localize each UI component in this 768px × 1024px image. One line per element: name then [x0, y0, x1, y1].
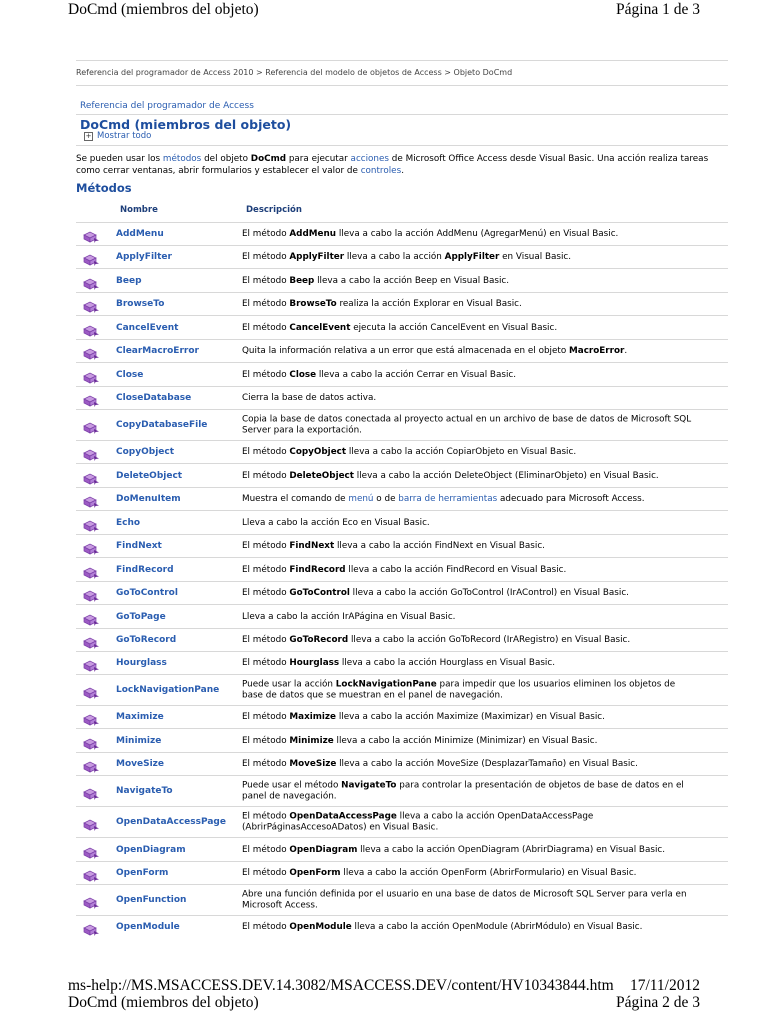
- description-bold: NavigateTo: [341, 780, 397, 791]
- description-text: lleva a cabo la acción Cerrar en Visual Basic.: [316, 369, 517, 380]
- footer-title: DoCmd (miembros del objeto): [68, 994, 259, 1011]
- method-name-link[interactable]: ApplyFilter: [116, 252, 172, 262]
- description-text: .: [624, 345, 628, 356]
- method-name-link[interactable]: OpenDiagram: [116, 844, 186, 855]
- method-row: [76, 315, 728, 339]
- method-name-link[interactable]: NavigateTo: [116, 786, 173, 796]
- method-icon: [83, 493, 100, 505]
- method-description: [242, 588, 698, 599]
- method-icon: [83, 634, 100, 646]
- method-row: [76, 440, 728, 463]
- method-description: [242, 635, 698, 646]
- method-icon: [83, 844, 100, 856]
- description-text: El método: [242, 921, 290, 932]
- description-text: Puede usar el método: [242, 780, 342, 791]
- page-title: DoCmd (miembros del objeto): [80, 117, 292, 132]
- method-description: [242, 564, 698, 575]
- print-header-page: Página 1 de 3: [616, 1, 700, 18]
- description-text: El método: [242, 587, 290, 598]
- method-icon: [83, 816, 100, 828]
- description-text: Lleva a cabo la acción Eco en Visual Basic.: [242, 517, 430, 528]
- table-header: [76, 204, 728, 222]
- description-bold: Hourglass: [289, 657, 340, 668]
- description-text: lleva a cabo la acción FindRecord en Visual Basic.: [345, 564, 567, 575]
- description-text: lleva a cabo la acción OpenDataAccessPage (AbrirPáginasAccesoADatos) en Visual Basic.: [242, 811, 594, 832]
- description-text: lleva a cabo la acción OpenModule (AbrirMódulo) en Visual Basic.: [351, 921, 643, 932]
- method-description: [242, 494, 698, 505]
- method-row: [76, 837, 728, 861]
- method-description: [242, 299, 698, 310]
- description-text: El método: [242, 564, 290, 575]
- description-bold: GoToRecord: [289, 634, 349, 645]
- method-name-link[interactable]: DoMenuItem: [116, 494, 181, 504]
- method-row: [76, 510, 728, 534]
- description-bold: MacroError: [569, 345, 625, 356]
- method-icon: [83, 684, 100, 696]
- description-text: Quita la información relativa a un error que está almacenada en el objeto: [242, 345, 570, 356]
- description-bold: OpenModule: [289, 921, 352, 932]
- method-icon: [83, 419, 100, 431]
- method-name-link[interactable]: Beep: [116, 275, 142, 286]
- method-name-link[interactable]: DeleteObject: [116, 470, 183, 481]
- description-text: lleva a cabo la acción Minimize (Minimizar) en Visual Basic.: [333, 735, 598, 746]
- description-text: lleva a cabo la acción AddMenu (AgregarMenú) en Visual Basic.: [336, 228, 619, 239]
- method-icon: [83, 446, 100, 458]
- method-row: [76, 268, 728, 292]
- methods-table: [76, 222, 728, 938]
- method-row: [76, 728, 728, 752]
- method-name-link[interactable]: Minimize: [116, 735, 162, 746]
- method-icon: [83, 345, 100, 357]
- method-icon: [83, 540, 100, 552]
- show-all-label[interactable]: Mostrar todo: [97, 131, 152, 141]
- description-text: lleva a cabo la acción GoToControl (IrAControl) en Visual Basic.: [349, 587, 629, 598]
- description-text: El método: [242, 844, 290, 855]
- method-description: [242, 680, 698, 701]
- method-name-link[interactable]: Close: [116, 369, 144, 380]
- method-row: [76, 581, 728, 604]
- method-description: [242, 322, 698, 333]
- description-text: lleva a cabo la acción MoveSize (DesplazarTamaño) en Visual Basic.: [336, 758, 638, 769]
- method-name-link[interactable]: CloseDatabase: [116, 393, 192, 403]
- description-bold: CancelEvent: [289, 322, 351, 333]
- metodos-link[interactable]: métodos: [162, 154, 202, 164]
- method-icon: [83, 894, 100, 906]
- method-row: [76, 628, 728, 651]
- method-row: [76, 245, 728, 268]
- method-name-link[interactable]: ClearMacroError: [116, 346, 199, 356]
- section-heading-methods: Métodos: [76, 181, 132, 195]
- description-bold: Beep: [289, 275, 315, 286]
- method-name-link[interactable]: LockNavigationPane: [116, 685, 220, 695]
- description-text: Cierra la base de datos activa.: [242, 392, 377, 403]
- description-text: lleva a cabo la acción FindNext en Visual Basic.: [334, 540, 545, 551]
- description-text: lleva a cabo la acción Hourglass en Visual Basic.: [339, 657, 556, 668]
- description-text: El método: [242, 446, 290, 457]
- method-name-link[interactable]: CopyDatabaseFile: [116, 420, 208, 430]
- description-text: lleva a cabo la acción Maximize (Maximizar) en Visual Basic.: [336, 711, 605, 722]
- description-bold: Minimize: [289, 735, 334, 746]
- method-name-link[interactable]: MoveSize: [116, 759, 165, 769]
- method-icon: [83, 322, 100, 334]
- method-row: [76, 339, 728, 362]
- description-text: lleva a cabo la acción CopiarObjeto en Visual Basic.: [346, 446, 577, 457]
- print-header: [68, 0, 700, 22]
- method-name-link[interactable]: GoToRecord: [116, 635, 177, 645]
- description-bold: AddMenu: [289, 228, 337, 239]
- method-row: [76, 463, 728, 487]
- method-row: [76, 861, 728, 884]
- column-header-description: Descripción: [246, 205, 302, 215]
- description-text: Abre una función definida por el usuario en una base de datos de Microsoft SQL Server para verla en Microsoft Access.: [242, 889, 687, 910]
- method-description: [242, 712, 698, 723]
- intro-text: de Microsoft Office Access desde Visual Basic. Una acción realiza tareas como cerrar ventanas, abrir formularios y establecer el valor de: [76, 154, 709, 176]
- description-text: El método: [242, 758, 290, 769]
- method-name-link[interactable]: FindRecord: [116, 564, 174, 575]
- method-row: [76, 915, 728, 938]
- controles-link[interactable]: controles: [360, 166, 402, 176]
- description-bold: ApplyFilter: [289, 251, 345, 262]
- method-row: [76, 409, 728, 440]
- description-bold: BrowseTo: [289, 298, 337, 309]
- description-text: Muestra el comando de: [242, 493, 349, 504]
- description-bold: CopyObject: [289, 446, 347, 457]
- method-description: [242, 844, 698, 855]
- method-icon: [83, 921, 100, 933]
- breadcrumb-text[interactable]: Referencia del programador de Access 2010 > Referencia del modelo de objetos de Access > Objeto DoCmd: [76, 68, 513, 77]
- description-text: ejecuta la acción CancelEvent en Visual Basic.: [350, 322, 558, 333]
- method-description: [242, 735, 698, 746]
- method-description: [242, 369, 698, 380]
- method-row: [76, 775, 728, 806]
- method-name-link[interactable]: Hourglass: [116, 658, 167, 668]
- method-row: [76, 705, 728, 728]
- method-description: [242, 812, 698, 833]
- description-text: Copia la base de datos conectada al proyecto actual en un archivo de base de datos de Microsoft SQL Server para la exportación.: [242, 414, 692, 435]
- description-text: Lleva a cabo la acción IrAPágina en Visual Basic.: [242, 611, 456, 622]
- method-name-link[interactable]: Maximize: [116, 712, 164, 722]
- column-header-name: Nombre: [120, 205, 158, 215]
- description-bold: Close: [289, 369, 317, 380]
- description-text: El método: [242, 275, 290, 286]
- description-text: en Visual Basic.: [499, 251, 572, 262]
- method-name-link[interactable]: CopyObject: [116, 447, 175, 457]
- show-all-toggle[interactable]: [84, 131, 151, 141]
- method-row: [76, 651, 728, 674]
- description-text: El método: [242, 228, 290, 239]
- description-text: adecuado para Microsoft Access.: [497, 493, 645, 504]
- description-bold: ApplyFilter: [444, 251, 500, 262]
- intro-text: para ejecutar: [286, 154, 351, 164]
- method-icon: [83, 587, 100, 599]
- method-name-link[interactable]: FindNext: [116, 541, 162, 551]
- method-row: [76, 222, 728, 245]
- method-row: [76, 362, 728, 386]
- plus-icon[interactable]: +: [85, 131, 92, 140]
- method-name-link[interactable]: OpenFunction: [116, 895, 187, 905]
- method-description: [242, 346, 698, 357]
- method-description: [242, 415, 698, 436]
- divider: [76, 145, 728, 146]
- method-icon: [83, 392, 100, 404]
- description-link[interactable]: barra de herramientas: [398, 493, 498, 504]
- method-icon: [83, 564, 100, 576]
- description-text: El método: [242, 298, 290, 309]
- description-text: El método: [242, 251, 290, 262]
- method-icon: [83, 228, 100, 240]
- description-bold: DeleteObject: [289, 470, 354, 481]
- method-name-link[interactable]: Echo: [116, 517, 141, 528]
- method-description: [242, 658, 698, 669]
- method-description: [242, 890, 698, 911]
- method-icon: [83, 298, 100, 310]
- method-description: [242, 541, 698, 552]
- method-name-link[interactable]: CancelEvent: [116, 322, 179, 333]
- method-description: [242, 275, 698, 286]
- method-description: [242, 759, 698, 770]
- method-description: [242, 517, 698, 528]
- method-description: [242, 252, 698, 263]
- acciones-link[interactable]: acciones: [350, 154, 390, 164]
- method-icon: [83, 711, 100, 723]
- description-text: El método: [242, 867, 290, 878]
- footer-date: 17/11/2012: [629, 977, 700, 994]
- description-link[interactable]: menú: [348, 493, 374, 504]
- description-text: lleva a cabo la acción OpenDiagram (AbrirDiagrama) en Visual Basic.: [357, 844, 666, 855]
- description-text: lleva a cabo la acción Beep en Visual Basic.: [314, 275, 510, 286]
- method-description: [242, 922, 698, 933]
- intro-bold: DoCmd: [250, 154, 287, 164]
- method-icon: [83, 470, 100, 482]
- description-bold: OpenForm: [289, 867, 341, 878]
- description-text: El método: [242, 657, 290, 668]
- method-icon: [83, 275, 100, 287]
- intro-text: .: [401, 166, 404, 176]
- description-text: realiza la acción Explorar en Visual Basic.: [336, 298, 522, 309]
- intro-paragraph: [76, 153, 716, 177]
- method-description: [242, 470, 698, 481]
- method-row: [76, 674, 728, 705]
- method-icon: [83, 611, 100, 623]
- description-text: lleva a cabo la acción DeleteObject (EliminarObjeto) en Visual Basic.: [353, 470, 659, 481]
- footer-url: ms-help://MS.MSACCESS.DEV.14.3082/MSACCESS.DEV/content/HV10343844.htm: [68, 977, 614, 994]
- method-row: [76, 604, 728, 628]
- description-text: El método: [242, 811, 290, 822]
- method-icon: [83, 369, 100, 381]
- description-text: El método: [242, 470, 290, 481]
- method-description: [242, 229, 698, 240]
- description-text: para controlar la presentación de objetos de base de datos en el panel de navegación.: [242, 780, 684, 801]
- method-name-link[interactable]: OpenModule: [116, 922, 180, 932]
- method-name-link[interactable]: OpenForm: [116, 868, 169, 878]
- description-text: El método: [242, 369, 290, 380]
- method-name-link[interactable]: OpenDataAccessPage: [116, 817, 226, 827]
- description-text: Puede usar la acción: [242, 679, 336, 690]
- description-bold: MoveSize: [289, 758, 337, 769]
- method-name-link[interactable]: GoToControl: [116, 588, 178, 598]
- description-text: lleva a cabo la acción GoToRecord (IrARegistro) en Visual Basic.: [348, 634, 631, 645]
- method-name-link[interactable]: BrowseTo: [116, 299, 165, 309]
- method-description: [242, 393, 698, 404]
- description-text: o de: [373, 493, 399, 504]
- intro-text: Se pueden usar los: [76, 154, 163, 164]
- breadcrumb: [76, 60, 728, 86]
- method-icon: [83, 517, 100, 529]
- method-icon: [83, 758, 100, 770]
- description-text: El método: [242, 634, 290, 645]
- description-text: El método: [242, 540, 290, 551]
- method-icon: [83, 657, 100, 669]
- method-row: [76, 534, 728, 557]
- method-row: [76, 292, 728, 315]
- description-bold: LockNavigationPane: [335, 679, 437, 690]
- description-bold: FindRecord: [289, 564, 346, 575]
- method-icon: [83, 867, 100, 879]
- description-text: para impedir que los usuarios eliminen los objetos de base de datos que se muestran en el panel de navegación.: [242, 679, 676, 700]
- description-bold: OpenDiagram: [289, 844, 358, 855]
- description-text: lleva a cabo la acción OpenForm (AbrirFormulario) en Visual Basic.: [340, 867, 637, 878]
- method-description: [242, 868, 698, 879]
- description-bold: OpenDataAccessPage: [289, 811, 397, 822]
- footer-page: Página 2 de 3: [616, 994, 700, 1011]
- intro-text: del objeto: [201, 154, 251, 164]
- print-footer: [68, 977, 700, 1011]
- method-description: [242, 781, 698, 802]
- method-icon: [83, 785, 100, 797]
- description-text: El método: [242, 322, 290, 333]
- method-name-link[interactable]: GoToPage: [116, 611, 166, 622]
- description-bold: FindNext: [289, 540, 335, 551]
- description-text: lleva a cabo la acción: [344, 251, 445, 262]
- method-row: [76, 557, 728, 581]
- print-header-title: DoCmd (miembros del objeto): [68, 1, 259, 18]
- divider: [76, 114, 728, 115]
- method-description: [242, 611, 698, 622]
- method-row: [76, 752, 728, 775]
- method-row: [76, 884, 728, 915]
- method-icon: [83, 251, 100, 263]
- description-bold: GoToControl: [289, 587, 350, 598]
- method-row: [76, 386, 728, 409]
- description-text: El método: [242, 711, 290, 722]
- description-text: El método: [242, 735, 290, 746]
- reference-link[interactable]: Referencia del programador de Access: [80, 101, 254, 111]
- description-bold: Maximize: [289, 711, 337, 722]
- method-icon: [83, 735, 100, 747]
- method-description: [242, 447, 698, 458]
- method-row: [76, 487, 728, 510]
- method-name-link[interactable]: AddMenu: [116, 229, 164, 239]
- method-row: [76, 806, 728, 837]
